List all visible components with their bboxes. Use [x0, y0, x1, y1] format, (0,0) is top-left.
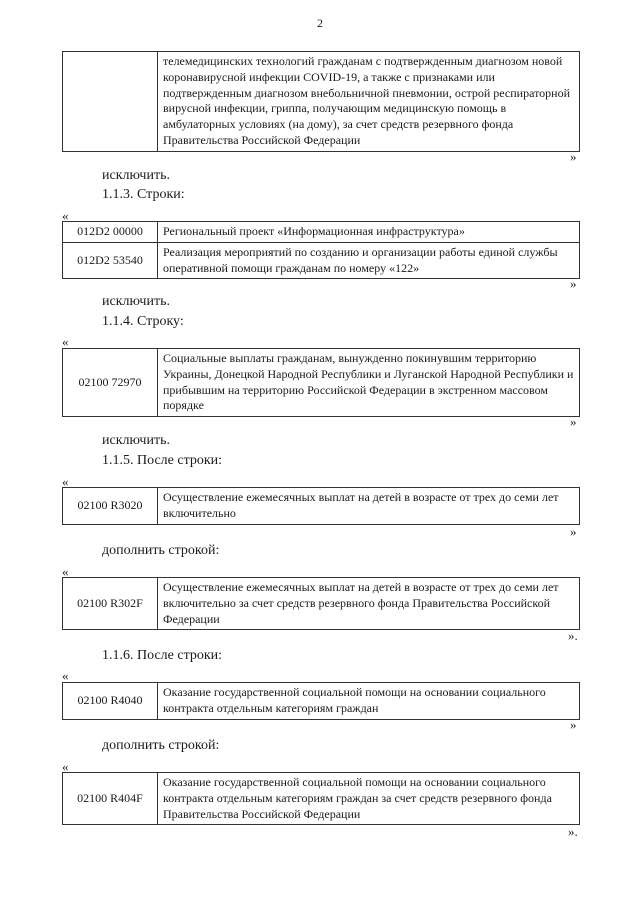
instruction-text: исключить. — [102, 294, 170, 309]
table-row — [63, 222, 580, 243]
code-cell: 02100 R302F — [63, 578, 158, 630]
description-cell: Оказание государственной социальной помощи на основании социального контракта отдельным категориям граждан за счет средств резервного фонда Правительства Российской Федерации — [158, 773, 580, 825]
code-cell: 02100 R4040 — [63, 683, 158, 720]
close-quote: » — [570, 717, 577, 732]
open-quote: « — [62, 208, 69, 223]
table-row — [63, 578, 580, 630]
code-cell — [63, 52, 158, 152]
open-quote: « — [62, 334, 69, 349]
open-quote: « — [62, 474, 69, 489]
table-row — [63, 488, 580, 525]
description-cell: Региональный проект «Информационная инфраструктура» — [158, 222, 580, 243]
description-cell: Реализация мероприятий по созданию и организации работы единой службы оперативной помощи гражданам по номеру «122» — [158, 242, 580, 279]
table-row — [63, 773, 580, 825]
instruction-text: дополнить строкой: — [102, 738, 220, 753]
code-cell: 02100 72970 — [63, 349, 158, 417]
close-quote: » — [570, 414, 577, 429]
amendment-table-3 — [62, 348, 580, 417]
instruction-text: дополнить строкой: — [102, 543, 220, 558]
table-row — [63, 52, 580, 152]
close-quote: » — [570, 149, 577, 164]
table-row — [63, 683, 580, 720]
description-cell: Оказание государственной социальной помощи на основании социального контракта отдельным категориям граждан — [158, 683, 580, 720]
open-quote: « — [62, 668, 69, 683]
close-quote: ». — [568, 824, 578, 839]
close-quote: » — [570, 276, 577, 291]
amendment-table-2 — [62, 221, 580, 279]
clause-heading: 1.1.3. Строки: — [102, 187, 185, 202]
clause-heading: 1.1.6. После строки: — [102, 648, 223, 663]
description-cell: Осуществление ежемесячных выплат на детей в возрасте от трех до семи лет включительно — [158, 488, 580, 525]
close-quote: » — [570, 524, 577, 539]
clause-heading: 1.1.4. Строку: — [102, 314, 184, 329]
description-cell: Социальные выплаты гражданам, вынужденно покинувшим территорию Украины, Донецкой Народной Республики и Луганской Народной Республики и прибывшим на территорию Российской Федерации в экстренном массовом порядке — [158, 349, 580, 417]
amendment-table-4 — [62, 487, 580, 525]
open-quote: « — [62, 759, 69, 774]
amendment-table-7 — [62, 772, 580, 825]
clause-heading: 1.1.5. После строки: — [102, 453, 223, 468]
amendment-table-5 — [62, 577, 580, 630]
description-cell: телемедицинских технологий гражданам с подтвержденным диагнозом новой коронавирусной инфекции COVID-19, а также с признаками или подтвержденным диагнозом внебольничной пневмонии, острой респираторной вирусной инфекции, гриппа, получающим медицинскую помощь в амбулаторных условиях (на дому), за счет средств резервного фонда Правительства Российской Федерации — [158, 52, 580, 152]
table-row — [63, 242, 580, 279]
page-number: 2 — [317, 16, 323, 30]
code-cell: 012D2 53540 — [63, 242, 158, 279]
instruction-text: исключить. — [102, 168, 170, 183]
close-quote: ». — [568, 628, 578, 643]
table-row — [63, 349, 580, 417]
code-cell: 02100 R404F — [63, 773, 158, 825]
open-quote: « — [62, 564, 69, 579]
amendment-table-1 — [62, 51, 580, 152]
code-cell: 012D2 00000 — [63, 222, 158, 243]
instruction-text: исключить. — [102, 433, 170, 448]
amendment-table-6 — [62, 682, 580, 720]
code-cell: 02100 R3020 — [63, 488, 158, 525]
description-cell: Осуществление ежемесячных выплат на детей в возрасте от трех до семи лет включительно за счет средств резервного фонда Правительства Российской Федерации — [158, 578, 580, 630]
